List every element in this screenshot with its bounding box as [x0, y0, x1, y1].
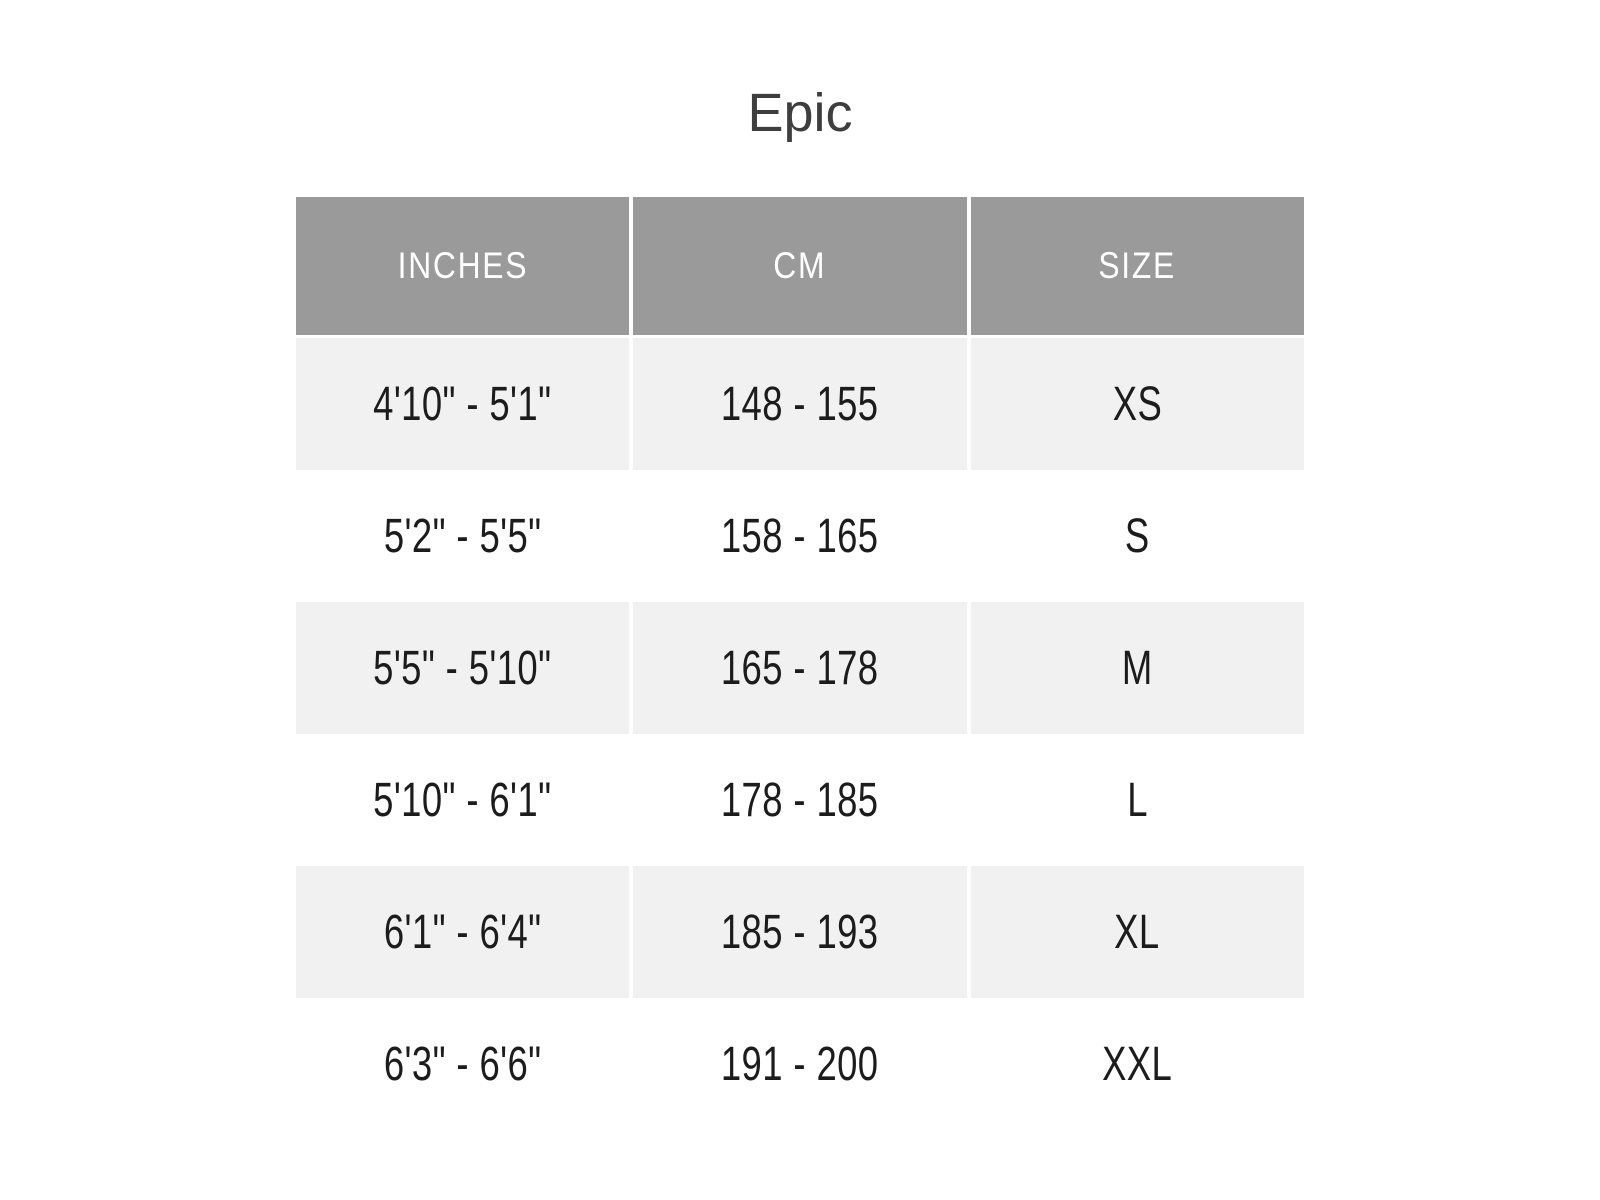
column-header-label: CM [773, 245, 827, 286]
cell-value: L [1126, 773, 1148, 827]
column-header-label: INCHES [397, 245, 528, 286]
cell-value: 4'10" - 5'1" [373, 377, 552, 431]
column-header-cm [633, 197, 966, 335]
cell-size-l [971, 734, 1304, 866]
column-header-inches [296, 197, 629, 335]
cell-inches-xxl [296, 998, 629, 1130]
cell-inches-s [296, 470, 629, 602]
cell-value: 148 - 155 [721, 377, 879, 431]
cell-value: 5'5" - 5'10" [373, 641, 552, 695]
column-header-size [971, 197, 1304, 335]
cell-size-xxl [971, 998, 1304, 1130]
cell-value: 5'10" - 6'1" [373, 773, 552, 827]
cell-value: 6'1" - 6'4" [383, 905, 542, 959]
cell-inches-xs [296, 338, 629, 470]
cell-inches-l [296, 734, 629, 866]
cell-value: 5'2" - 5'5" [383, 509, 542, 563]
cell-value: 185 - 193 [721, 905, 879, 959]
cell-value: 191 - 200 [721, 1037, 879, 1091]
column-header-label: SIZE [1098, 245, 1177, 286]
cell-value: XXL [1102, 1037, 1173, 1091]
cell-cm-xl [633, 866, 966, 998]
cell-size-s [971, 470, 1304, 602]
cell-size-xl [971, 866, 1304, 998]
size-chart-table [296, 197, 1304, 1130]
cell-size-xs [971, 338, 1304, 470]
cell-size-m [971, 602, 1304, 734]
cell-cm-xxl [633, 998, 966, 1130]
cell-value: 6'3" - 6'6" [383, 1037, 542, 1091]
cell-cm-l [633, 734, 966, 866]
cell-cm-xs [633, 338, 966, 470]
cell-value: XL [1114, 905, 1161, 959]
cell-value: M [1121, 641, 1153, 695]
cell-cm-s [633, 470, 966, 602]
cell-value: 178 - 185 [721, 773, 879, 827]
table-body [296, 338, 1304, 1130]
cell-cm-m [633, 602, 966, 734]
cell-value: 165 - 178 [721, 641, 879, 695]
cell-value: S [1124, 509, 1150, 563]
cell-value: 158 - 165 [721, 509, 879, 563]
cell-value: XS [1112, 377, 1163, 431]
page-title: Epic [747, 83, 853, 143]
table-header-row [296, 197, 1304, 335]
cell-inches-xl [296, 866, 629, 998]
cell-inches-m [296, 602, 629, 734]
